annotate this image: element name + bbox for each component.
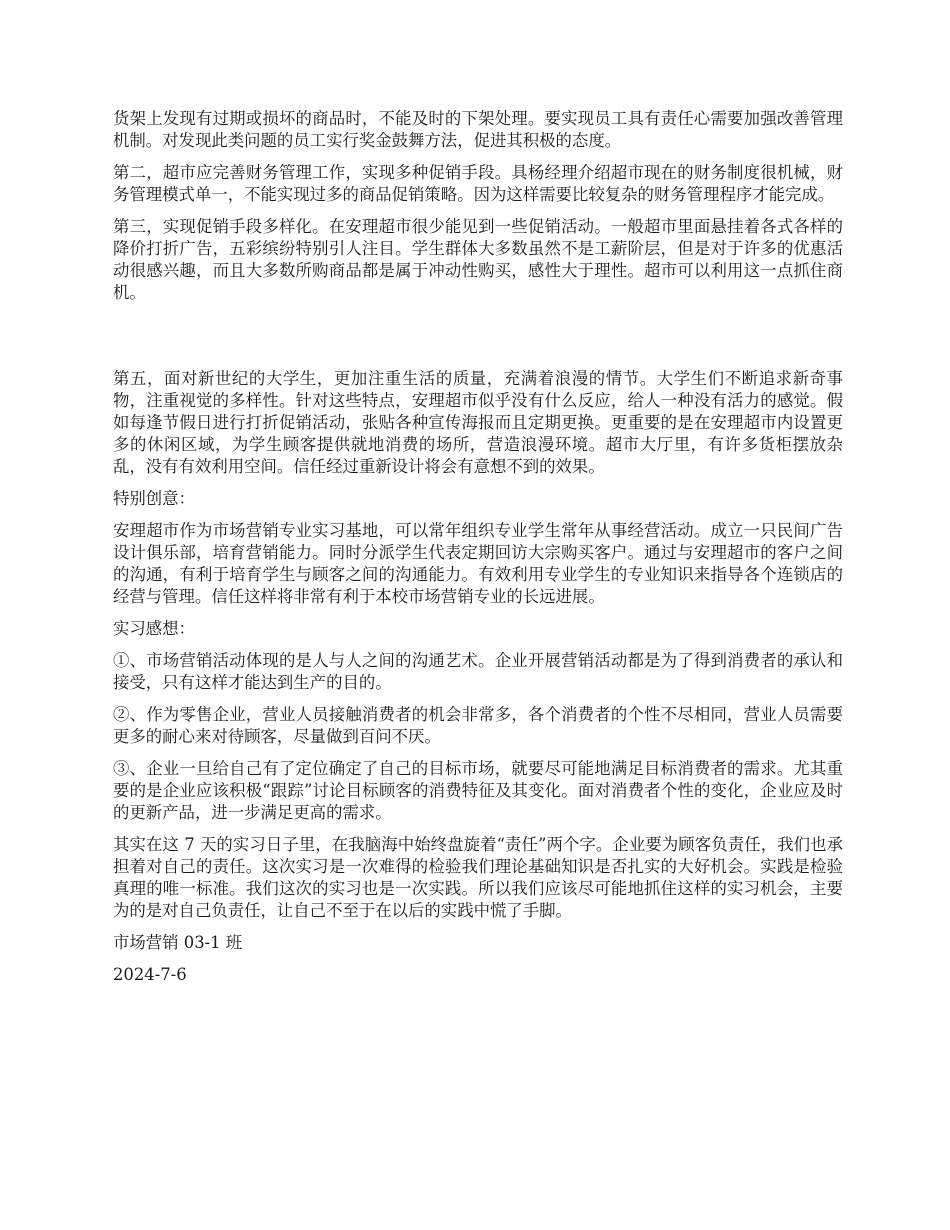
- heading-special-idea: 特别创意：: [113, 489, 195, 508]
- paragraph-conclusion: 其实在这 7 天的实习日子里，在我脑海中始终盘旋着“责任”两个字。企业要为顾客负责任，我们也承担着对自己的责任。这次实习是一次难得的检验我们理论基础知识是否扎实的大好机会。实践是检验真理的唯一标准。我们这次的实习也是一次实践。所以我们应该尽可能地抓住这样的实习机会，主要为的是对自己负责任，让自己不至于在以后的实践中慌了手脚。: [113, 835, 843, 920]
- reflection-item-3: ③、企业一旦给自己有了定位确定了自己的目标市场，就要尽可能地满足目标消费者的需求。尤其重要的是企业应该积极“跟踪”讨论目标顾客的消费特征及其变化。面对消费者个性的变化，企业应及时的更新产品，进一步满足更高的需求。: [113, 759, 843, 822]
- blank-gap: [113, 314, 843, 368]
- paragraph-practice-base: 安理超市作为市场营销专业实习基地，可以常年组织专业学生常年从事经营活动。成立一只民间广告设计俱乐部，培育营销能力。同时分派学生代表定期回访大宗购买客户。通过与安理超市的客户之间的沟通，有利于培育学生与顾客之间的沟通能力。有效利用专业学生的专业知识来指导各个连锁店的经营与管理。信任这样将非常有利于本校市场营销专业的长远进展。: [113, 521, 843, 606]
- paragraph-second-finance: 第二，超市应完善财务管理工作，实现多种促销手段。具杨经理介绍超市现在的财务制度很机械，财务管理模式单一，不能实现过多的商品促销策略。因为这样需要比较复杂的财务管理程序才能完成。: [113, 163, 843, 204]
- signature-date: 2024-7-6: [113, 965, 187, 984]
- reflection-item-2: ②、作为零售企业，营业人员接触消费者的机会非常多，各个消费者的个性不尽相同，营业人员需要更多的耐心来对待顾客，尽量做到百问不厌。: [113, 705, 843, 746]
- paragraph-inventory-issue: 货架上发现有过期或损坏的商品时，不能及时的下架处理。要实现员工具有责任心需要加强改善管理机制。对发现此类问题的员工实行奖金鼓舞方法，促进其积极的态度。: [113, 109, 843, 150]
- signature-class: 市场营销 03-1 班: [113, 933, 243, 952]
- heading-reflections: 实习感想：: [113, 619, 195, 638]
- document-page: [113, 108, 843, 996]
- paragraph-fifth-students: 第五，面对新世纪的大学生，更加注重生活的质量，充满着浪漫的情节。大学生们不断追求新奇事物，注重视觉的多样性。针对这些特点，安理超市似乎没有什么反应，给人一种没有活力的感觉。假如每逢节假日进行打折促销活动，张贴各种宣传海报而且定期更换。更重要的是在安理超市内设置更多的休闲区域，为学生顾客提供就地消费的场所，营造浪漫环境。超市大厅里，有许多货柜摆放杂乱，没有有效利用空间。信任经过重新设计将会有意想不到的效果。: [113, 369, 843, 476]
- paragraph-third-promotion: 第三，实现促销手段多样化。在安理超市很少能见到一些促销活动。一般超市里面悬挂着各式各样的降价打折广告，五彩缤纷特别引人注目。学生群体大多数虽然不是工薪阶层，但是对于许多的优惠活动很感兴趣，而且大多数所购商品都是属于冲动性购买，感性大于理性。超市可以利用这一点抓住商机。: [113, 217, 843, 302]
- reflection-item-1: ①、市场营销活动体现的是人与人之间的沟通艺术。企业开展营销活动都是为了得到消费者的承认和接受，只有这样才能达到生产的目的。: [113, 651, 843, 692]
